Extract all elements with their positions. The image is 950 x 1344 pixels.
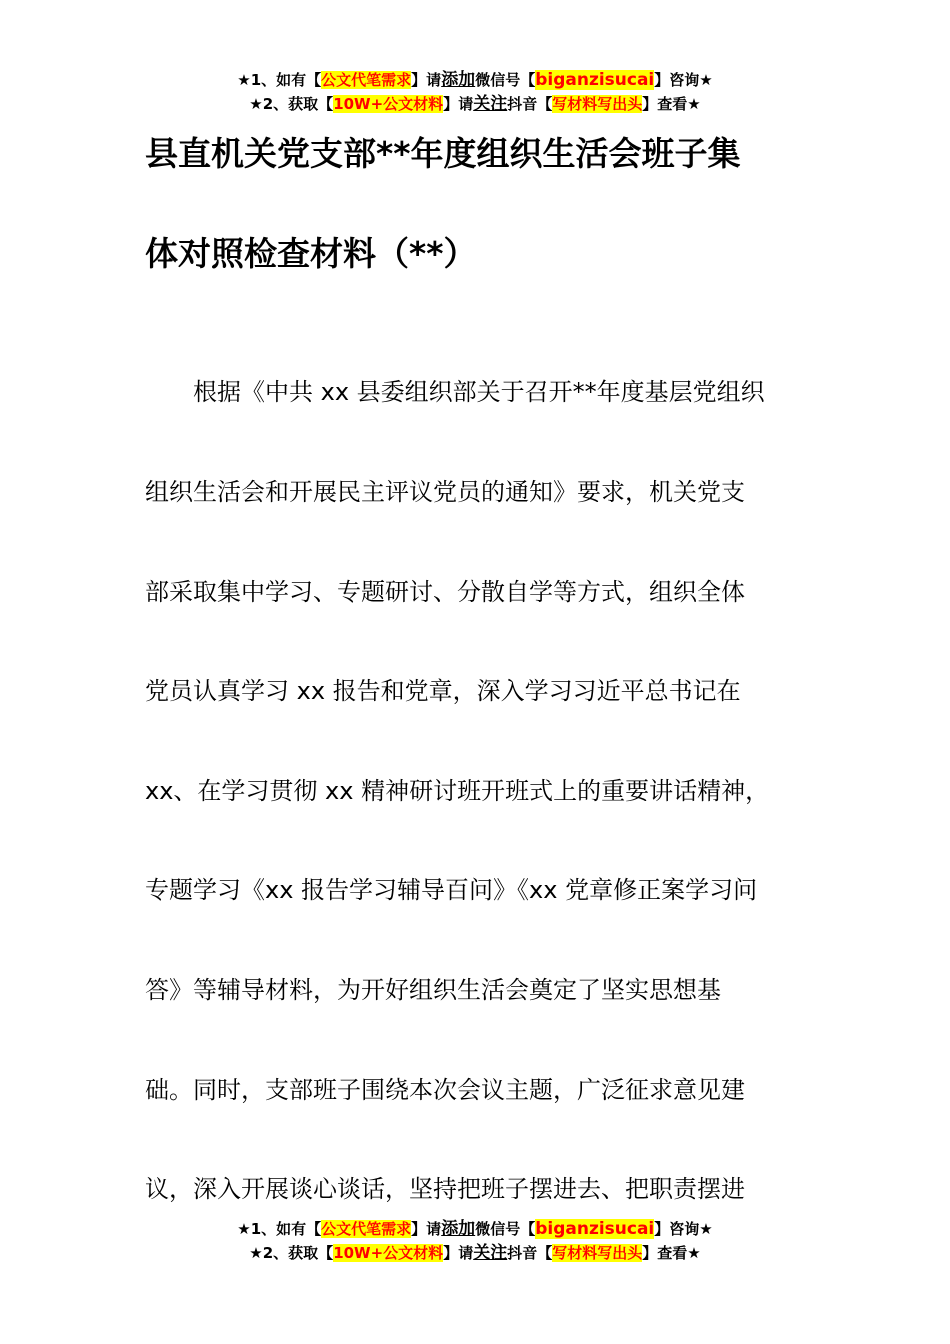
highlight-service: 公文代笔需求 xyxy=(321,71,412,89)
highlight-materials: 10W+公文材料 xyxy=(333,95,444,113)
body-line: 组织生活会和开展民主评议党员的通知》要求，机关党支 xyxy=(145,478,745,506)
highlight-service: 公文代笔需求 xyxy=(321,1220,412,1238)
body-line: 础。同时，支部班子围绕本次会议主题，广泛征求意见建 xyxy=(145,1076,745,1104)
banner-line-2: ★2、获取【10W+公文材料】请关注抖音【写材料写出头】查看★ xyxy=(249,1243,701,1263)
banner-line-2: ★2、获取【10W+公文材料】请关注抖音【写材料写出头】查看★ xyxy=(249,94,701,114)
douyin-account: 写材料写出头 xyxy=(552,95,643,113)
body-line: 根据《中共 xx 县委组织部关于召开**年度基层党组织 xyxy=(145,378,765,406)
wechat-id: biganzisucai xyxy=(535,1219,655,1239)
banner-line-1: ★1、如有【公文代笔需求】请添加微信号【biganzisucai】咨询★ xyxy=(237,70,713,90)
body-line: 答》等辅导材料，为开好组织生活会奠定了坚实思想基 xyxy=(145,976,721,1004)
banner-line-1: ★1、如有【公文代笔需求】请添加微信号【biganzisucai】咨询★ xyxy=(237,1219,713,1239)
document-title-line-2: 体对照检查材料（**） xyxy=(145,234,477,273)
wechat-id: biganzisucai xyxy=(535,70,655,90)
body-line: xx、在学习贯彻 xx 精神研讨班开班式上的重要讲话精神， xyxy=(145,777,770,805)
top-banner xyxy=(0,68,950,116)
document-title-line-1: 县直机关党支部**年度组织生活会班子集 xyxy=(145,134,741,173)
body-line: 部采取集中学习、专题研讨、分散自学等方式，组织全体 xyxy=(145,578,745,606)
highlight-materials: 10W+公文材料 xyxy=(333,1244,444,1262)
bottom-banner xyxy=(0,1217,950,1265)
douyin-account: 写材料写出头 xyxy=(552,1244,643,1262)
body-line: 党员认真学习 xx 报告和党章，深入学习习近平总书记在 xyxy=(145,677,741,705)
body-line: 专题学习《xx 报告学习辅导百问》《xx 党章修正案学习问 xyxy=(145,876,758,904)
body-line: 议，深入开展谈心谈话，坚持把班子摆进去、把职责摆进 xyxy=(145,1175,745,1203)
